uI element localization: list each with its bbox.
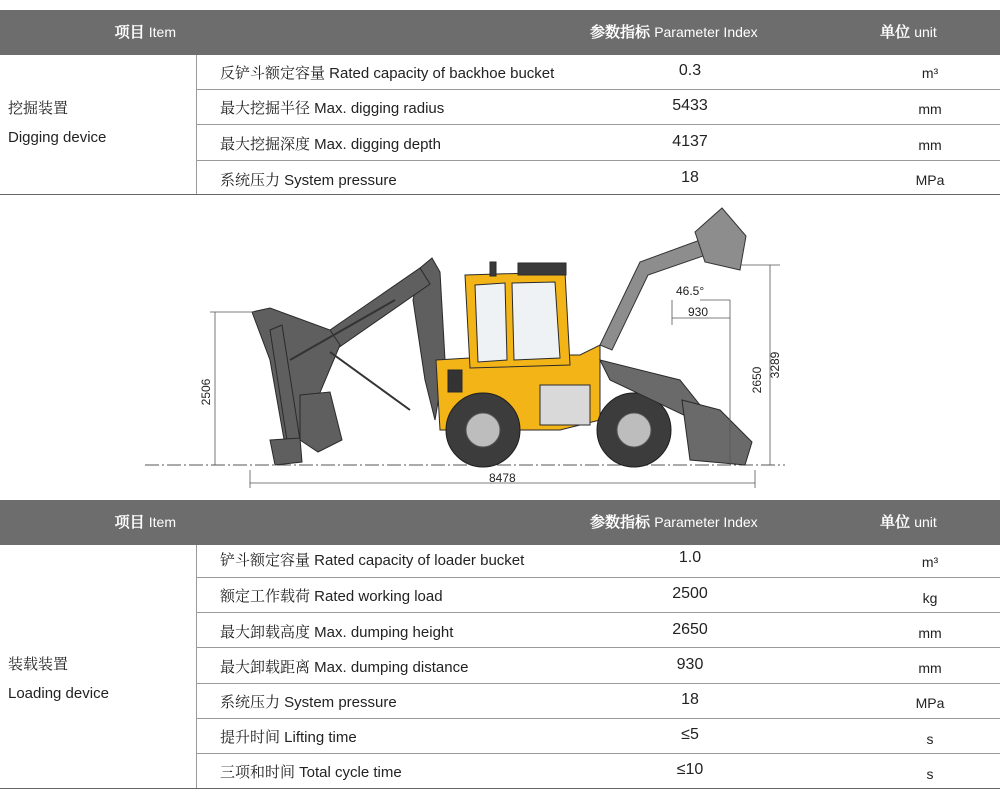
row-unit: s bbox=[926, 731, 934, 747]
row-value: 0.3 bbox=[678, 62, 702, 79]
row-name: 最大挖掘深度 Max. digging depth bbox=[220, 136, 441, 153]
row-unit: mm bbox=[918, 625, 942, 641]
row-unit: kg bbox=[922, 590, 938, 606]
row-value: 930 bbox=[676, 656, 704, 673]
row-unit: MPa bbox=[915, 695, 945, 711]
header-unit: 单位 unit bbox=[880, 514, 937, 531]
category-divider bbox=[196, 545, 197, 788]
dim-max-height: 3289 bbox=[768, 351, 782, 379]
row-unit: mm bbox=[918, 137, 942, 153]
row-divider bbox=[196, 683, 1000, 684]
row-unit: m³ bbox=[921, 554, 939, 570]
table-bottom-border bbox=[0, 194, 1000, 195]
row-name: 系统压力 System pressure bbox=[220, 694, 397, 711]
row-name: 铲斗额定容量 Rated capacity of loader bucket bbox=[220, 552, 525, 569]
header-parameter: 参数指标 Parameter Index bbox=[590, 24, 758, 41]
digging-category-cn: 挖掘装置 bbox=[8, 100, 69, 117]
row-value: ≤5 bbox=[681, 726, 699, 743]
loading-category bbox=[8, 650, 109, 708]
row-value: 2650 bbox=[672, 621, 708, 638]
row-name: 最大卸载距离 Max. dumping distance bbox=[220, 659, 469, 676]
digging-table-header bbox=[0, 10, 1000, 55]
row-name: 反铲斗额定容量 Rated capacity of backhoe bucket bbox=[220, 65, 555, 82]
row-divider bbox=[196, 647, 1000, 648]
row-name: 最大卸载高度 Max. dumping height bbox=[220, 624, 454, 641]
row-name: 三项和时间 Total cycle time bbox=[220, 764, 402, 781]
dim-backhoe-height: 2506 bbox=[199, 378, 213, 406]
dim-dump-angle: 46.5° bbox=[676, 284, 705, 298]
loading-category-en: Loading device bbox=[8, 685, 109, 702]
backhoe-loader-diagram bbox=[0, 196, 1000, 500]
table-bottom-border bbox=[0, 788, 1000, 789]
row-divider bbox=[196, 753, 1000, 754]
row-value: 18 bbox=[681, 169, 699, 186]
row-unit: mm bbox=[918, 660, 942, 676]
row-unit: mm bbox=[918, 101, 942, 117]
loading-table-header bbox=[0, 500, 1000, 545]
row-divider bbox=[196, 160, 1000, 161]
row-value: 2500 bbox=[672, 585, 708, 602]
header-parameter: 参数指标 Parameter Index bbox=[590, 514, 758, 531]
row-value: 1.0 bbox=[678, 549, 702, 566]
boom-cylinder bbox=[330, 352, 410, 410]
header-item: 项目 Item bbox=[114, 514, 176, 531]
row-unit: MPa bbox=[915, 172, 945, 188]
dim-dump-height: 2650 bbox=[750, 366, 764, 394]
row-unit: s bbox=[926, 766, 934, 782]
row-name: 最大挖掘半径 Max. digging radius bbox=[220, 100, 445, 117]
rear-wheel bbox=[446, 393, 520, 467]
header-item: 项目 Item bbox=[114, 24, 176, 41]
digging-category bbox=[8, 94, 106, 152]
row-name: 提升时间 Lifting time bbox=[220, 729, 357, 746]
loading-category-cn: 装载装置 bbox=[8, 656, 69, 673]
dim-overall-length: 8478 bbox=[489, 471, 516, 485]
row-value: 18 bbox=[681, 691, 699, 708]
row-name: 额定工作载荷 Rated working load bbox=[220, 588, 443, 605]
dim-dump-distance: 930 bbox=[688, 305, 709, 319]
row-divider bbox=[196, 124, 1000, 125]
loader-arm-raised bbox=[600, 208, 746, 350]
row-divider bbox=[196, 89, 1000, 90]
row-value: ≤10 bbox=[676, 761, 704, 778]
row-value: 4137 bbox=[672, 133, 708, 150]
row-value: 5433 bbox=[672, 97, 708, 114]
backhoe-arm bbox=[252, 258, 445, 465]
row-name: 系统压力 System pressure bbox=[220, 172, 397, 189]
row-divider bbox=[196, 718, 1000, 719]
row-unit: m³ bbox=[921, 65, 939, 81]
digging-category-en: Digging device bbox=[8, 129, 107, 146]
category-divider bbox=[196, 55, 197, 195]
row-divider bbox=[196, 577, 1000, 578]
row-divider bbox=[196, 612, 1000, 613]
header-unit: 单位 unit bbox=[880, 24, 937, 41]
